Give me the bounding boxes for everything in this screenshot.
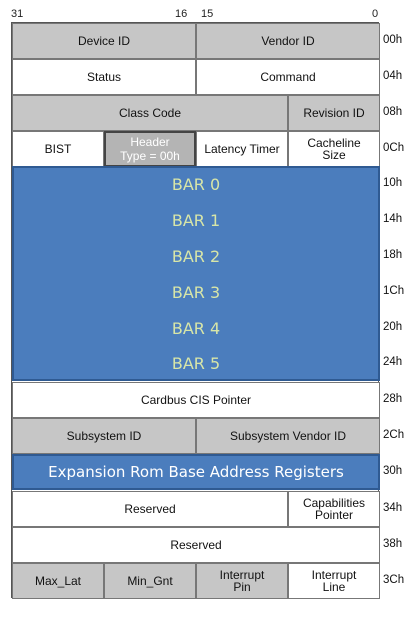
reserved-34h-field: Reserved bbox=[12, 491, 288, 527]
cacheline-size-line2: Size bbox=[322, 148, 346, 162]
vendor-id-field: Vendor ID bbox=[196, 23, 380, 59]
header-type-field bbox=[104, 131, 196, 167]
offset-18h: 18h bbox=[383, 249, 403, 261]
device-id-field: Device ID bbox=[12, 23, 196, 59]
expansion-rom-base-address-field: Expansion Rom Base Address Registers bbox=[12, 454, 380, 490]
offset-28h: 28h bbox=[383, 393, 403, 405]
offset-30h: 30h bbox=[383, 465, 403, 477]
subsystem-id-field: Subsystem ID bbox=[12, 418, 196, 454]
bar-5-field: BAR 5 bbox=[171, 353, 221, 373]
capabilities-pointer-field bbox=[288, 491, 380, 527]
offset-14h: 14h bbox=[383, 213, 403, 225]
command-field: Command bbox=[196, 59, 380, 95]
bit-0-label: 0 bbox=[372, 8, 379, 20]
offset-04h: 04h bbox=[383, 70, 403, 82]
offset-2ch: 2Ch bbox=[383, 429, 405, 441]
bit-15-label: 15 bbox=[201, 8, 214, 20]
bar-3-field: BAR 3 bbox=[171, 282, 221, 302]
bit-31-label: 31 bbox=[11, 8, 24, 20]
bist-field: BIST bbox=[12, 131, 104, 167]
header-type-line1: Header bbox=[130, 135, 170, 149]
interrupt-line-field bbox=[288, 563, 380, 599]
latency-timer-field: Latency Timer bbox=[196, 131, 288, 167]
bar-0-field: BAR 0 bbox=[171, 174, 221, 194]
max-lat-field: Max_Lat bbox=[12, 563, 104, 599]
interrupt-line-line1: Interrupt bbox=[311, 568, 357, 582]
bar-2-field: BAR 2 bbox=[171, 246, 221, 266]
interrupt-line-line2: Line bbox=[322, 580, 346, 594]
cacheline-size-line1: Cacheline bbox=[307, 136, 361, 150]
bar-4-field: BAR 4 bbox=[171, 318, 221, 338]
reserved-38h-field: Reserved bbox=[12, 527, 380, 563]
class-code-field: Class Code bbox=[12, 95, 288, 131]
offset-00h: 00h bbox=[383, 34, 403, 46]
offset-10h: 10h bbox=[383, 177, 403, 189]
cardbus-cis-pointer-field: Cardbus CIS Pointer bbox=[12, 382, 380, 418]
bit-16-label: 16 bbox=[175, 8, 188, 20]
offset-24h: 24h bbox=[383, 356, 403, 368]
capabilities-pointer-line2: Pointer bbox=[314, 508, 354, 522]
revision-id-field: Revision ID bbox=[288, 95, 380, 131]
subsystem-vendor-id-field: Subsystem Vendor ID bbox=[196, 418, 380, 454]
capabilities-pointer-line1: Capabilities bbox=[302, 496, 366, 510]
offset-1ch: 1Ch bbox=[383, 285, 405, 297]
cacheline-size-field bbox=[288, 131, 380, 167]
offset-38h: 38h bbox=[383, 538, 403, 550]
min-gnt-field: Min_Gnt bbox=[104, 563, 196, 599]
offset-34h: 34h bbox=[383, 502, 403, 514]
pci-config-space-table bbox=[11, 22, 379, 598]
bar-1-field: BAR 1 bbox=[171, 210, 221, 230]
offset-08h: 08h bbox=[383, 106, 403, 118]
interrupt-pin-field bbox=[196, 563, 288, 599]
offset-0ch: 0Ch bbox=[383, 142, 405, 154]
interrupt-pin-line2: Pin bbox=[233, 580, 251, 594]
header-type-line2: Type = 00h bbox=[120, 149, 180, 163]
offset-3ch: 3Ch bbox=[383, 574, 405, 586]
status-field: Status bbox=[12, 59, 196, 95]
interrupt-pin-line1: Interrupt bbox=[219, 568, 265, 582]
offset-20h: 20h bbox=[383, 321, 403, 333]
